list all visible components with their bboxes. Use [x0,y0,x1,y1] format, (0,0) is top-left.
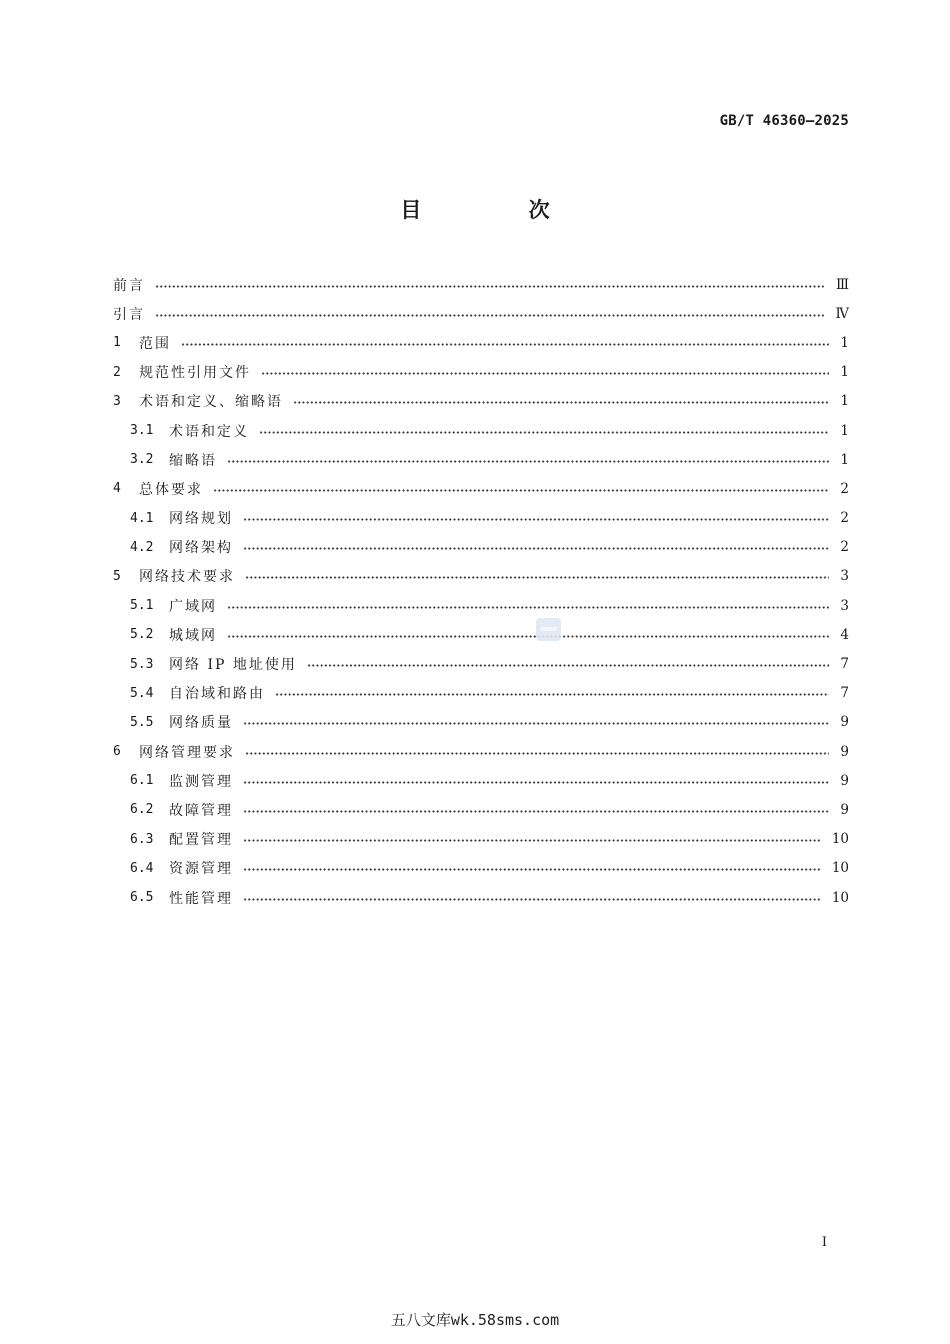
toc-leader-dots [261,372,829,375]
page-number: I [821,1235,827,1250]
toc-entry-label: 术语和定义 [169,423,249,440]
toc-leader-dots [227,635,829,638]
toc-leader-dots [243,839,822,842]
toc-entry[interactable] [113,387,849,416]
toc-entry-number: 5.1 [130,598,154,614]
toc-entry-label: 网络规划 [169,511,233,528]
toc-title: 目 次 [400,198,600,222]
toc-entry-page: 7 [840,685,849,702]
toc-entry-label: 故障管理 [169,802,233,819]
toc-entry-label: 前言 [113,277,145,294]
toc-entry-label: 网络管理要求 [139,744,235,761]
toc-entry[interactable] [113,679,849,708]
toc-entry-label: 网络质量 [169,715,233,732]
toc-leader-dots [227,460,829,463]
toc-entry-label: 网络技术要求 [139,569,235,586]
toc-entry-label: 总体要求 [139,481,203,498]
toc-leader-dots [245,752,829,755]
toc-entry-page: 9 [840,801,849,818]
toc-entry-page: 2 [840,510,849,527]
toc-entry-label: 配置管理 [169,832,233,849]
toc-leader-dots [243,898,822,901]
watermark-logo-icon [536,618,561,641]
toc-entry-page: 2 [840,539,849,556]
toc-entry-page: 10 [831,889,849,906]
toc-entry[interactable] [113,416,849,445]
toc-entry-page: 2 [840,480,849,497]
toc-entry-number: 6.3 [130,831,154,847]
toc-entry-label: 术语和定义、缩略语 [139,394,283,411]
toc-entry-page: 9 [840,772,849,789]
toc-entry-number: 5.3 [130,656,154,672]
toc-entry-page: 9 [840,714,849,731]
toc-entry-number: 6 [113,744,121,760]
toc-entry-label: 范围 [139,335,171,352]
toc-entry-number: 5.5 [130,714,154,730]
toc-leader-dots [227,606,829,609]
toc-leader-dots [155,314,826,317]
toc-leader-dots [243,868,822,871]
toc-entry-number: 5.4 [130,685,154,701]
toc-leader-dots [213,489,829,492]
toc-leader-dots [259,431,829,434]
toc-entry-page: 4 [840,626,849,643]
toc-entry-number: 6.5 [130,890,154,906]
toc-entry-number: 4.1 [130,510,154,526]
toc-entry[interactable] [113,591,849,620]
toc-entry-label: 城域网 [169,627,217,644]
footer-watermark: 五八文库wk.58sms.com [390,1311,560,1329]
toc-entry-page: 10 [831,831,849,848]
toc-entry-number: 2 [113,364,121,380]
toc-leader-dots [155,285,826,288]
toc-leader-dots [243,547,829,550]
toc-leader-dots [181,343,829,346]
toc-entry-page: Ⅲ [835,276,849,293]
toc-entry[interactable] [113,825,849,854]
toc-entry-number: 3 [113,393,121,409]
toc-entry-page: 7 [840,656,849,673]
toc-entry-label: 缩略语 [169,452,217,469]
toc-leader-dots [293,401,829,404]
toc-entry[interactable] [113,504,849,533]
toc-entry[interactable] [113,474,849,503]
toc-entry-number: 4.2 [130,539,154,555]
toc-entry-label: 广域网 [169,598,217,615]
toc-entry-label: 网络 IP 地址使用 [169,657,297,674]
toc-entry-number: 6.1 [130,773,154,789]
toc-leader-dots [275,693,829,696]
toc-entry-number: 3.1 [130,423,154,439]
toc-entry[interactable] [113,533,849,562]
toc-entry[interactable] [113,270,849,299]
toc-leader-dots [243,810,829,813]
toc-entry-page: 1 [840,422,849,439]
toc-entry-number: 6.4 [130,860,154,876]
toc-entry-page: 3 [840,597,849,614]
toc-entry-page: 9 [840,743,849,760]
toc-entry-number: 4 [113,481,121,497]
toc-entry[interactable] [113,620,849,649]
toc-entry-number: 5.2 [130,627,154,643]
toc-entry-label: 资源管理 [169,861,233,878]
toc-entry-page: 1 [840,451,849,468]
toc-entry[interactable] [113,883,849,912]
toc-entry[interactable] [113,649,849,678]
toc-entry-label: 引言 [113,306,145,323]
toc-leader-dots [243,518,829,521]
toc-entry[interactable] [113,562,849,591]
toc-entry-number: 5 [113,568,121,584]
toc-entry[interactable] [113,358,849,387]
toc-entry-page: 10 [831,860,849,877]
toc-entry-label: 网络架构 [169,540,233,557]
toc-entry[interactable] [113,737,849,766]
toc-entry-page: 1 [840,393,849,410]
table-of-contents [113,270,849,912]
toc-entry[interactable] [113,854,849,883]
toc-entry-label: 性能管理 [169,890,233,907]
toc-entry[interactable] [113,299,849,328]
toc-entry-number: 1 [113,335,121,351]
standard-number: GB/T 46360—2025 [719,113,849,129]
toc-entry-label: 规范性引用文件 [139,365,251,382]
toc-leader-dots [243,722,829,725]
toc-entry-number: 3.2 [130,452,154,468]
toc-entry[interactable] [113,328,849,357]
toc-entry-number: 6.2 [130,802,154,818]
toc-entry[interactable] [113,795,849,824]
toc-leader-dots [245,576,829,579]
toc-entry-page: 1 [840,334,849,351]
toc-entry-page: 1 [840,364,849,381]
toc-leader-dots [307,664,829,667]
toc-entry[interactable] [113,708,849,737]
toc-entry-page: 3 [840,568,849,585]
toc-entry[interactable] [113,445,849,474]
toc-entry-label: 监测管理 [169,773,233,790]
toc-leader-dots [243,781,829,784]
toc-entry-page: Ⅳ [835,305,849,322]
toc-entry-label: 自治域和路由 [169,686,265,703]
toc-entry[interactable] [113,766,849,795]
